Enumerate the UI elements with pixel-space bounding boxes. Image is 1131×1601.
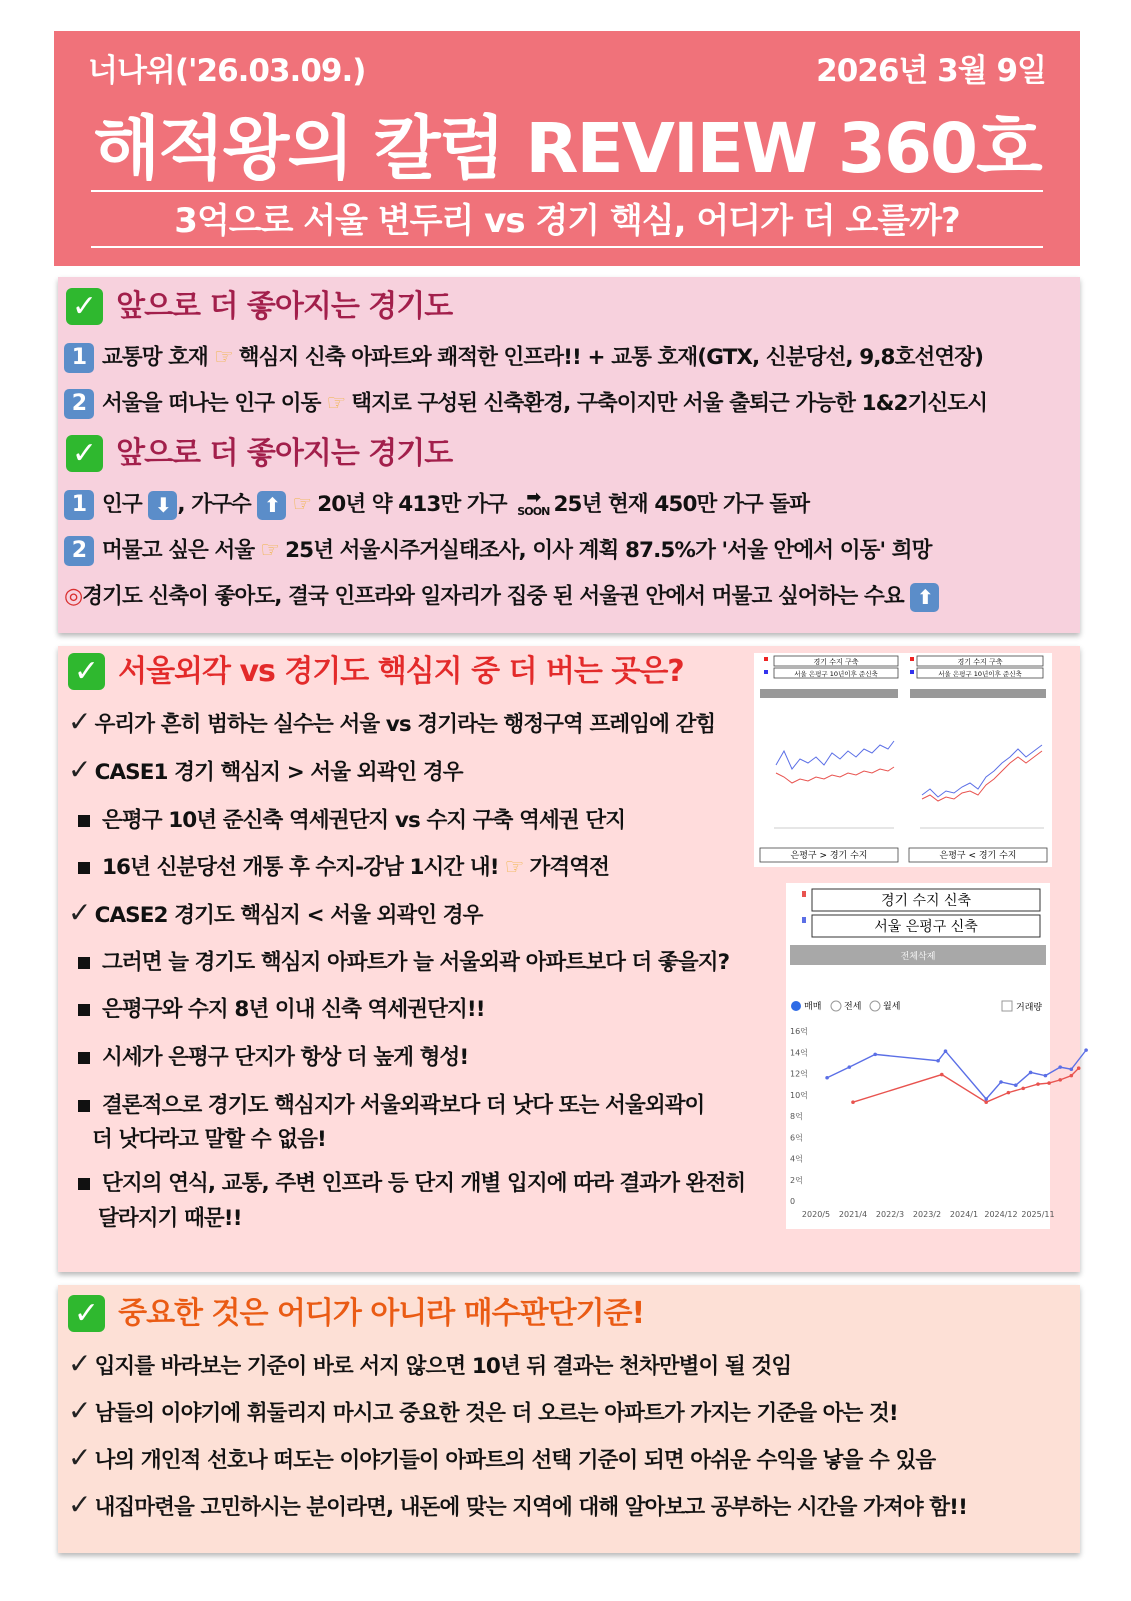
checkmark-icon: ✓ (68, 1347, 91, 1380)
check-icon: ✓ (66, 288, 103, 325)
y-tick-label: 2억 (790, 1175, 803, 1185)
item-text: 16년 신분당선 개통 후 수지-강남 1시간 내! (102, 855, 499, 880)
section2-title: 서울외각 vs 경기도 핵심지 중 더 버는 곳은? (118, 654, 684, 689)
list-item (64, 386, 987, 419)
price-chart-card (786, 883, 1055, 1229)
item-text: 우리가 흔히 범하는 실수는 서울 vs 경기라는 행정구역 프레임에 갇힘 (94, 712, 716, 737)
list-item (64, 340, 983, 373)
data-point (1036, 1082, 1040, 1086)
x-tick-label: 2021/4 (838, 1210, 868, 1219)
square-bullet-icon (78, 1178, 90, 1190)
section-criteria (58, 1285, 1080, 1553)
header-divider-top (91, 190, 1043, 192)
mini-chart-left (756, 655, 900, 865)
data-point (1070, 1067, 1074, 1071)
legend-blue-marker (802, 917, 806, 923)
y-tick-label: 4억 (790, 1154, 803, 1164)
header-banner (54, 31, 1080, 266)
x-tick-label: 2024/1 (949, 1210, 979, 1219)
item-label: 인구 (102, 492, 142, 517)
item-text: 핵심지 신축 아파트와 쾌적한 인프라!! + 교통 호재(GTX, 신분당선, 9,8호선연장) (238, 345, 984, 370)
mini-chart-pair (754, 653, 1052, 867)
data-point (944, 1049, 948, 1053)
y-axis (790, 1026, 808, 1206)
data-point (1070, 1074, 1074, 1078)
list-item (68, 1394, 898, 1427)
item-text: 20년 약 413만 가구 (317, 492, 507, 517)
mini-toolbar (760, 689, 898, 698)
y-tick-label: 14억 (790, 1048, 808, 1058)
legend-label: 서울 은평구 10년이후 준신축 (794, 670, 878, 678)
conclusion-line (64, 579, 939, 612)
item-text: 결론적으로 경기도 핵심지가 서울외곽보다 더 낫다 또는 서울외곽이 (102, 1093, 705, 1118)
data-point (851, 1100, 855, 1104)
legend-blue-dot (910, 670, 914, 674)
item-text: 25년 서울시주거실태조사, 이사 계획 87.5%가 '서울 안에서 이동' 희망 (285, 538, 932, 563)
header-left-text: 너나위('26.03.09.) (88, 53, 366, 89)
pointing-hand-icon: ☞ (213, 345, 233, 370)
checkmark-icon: ✓ (68, 1488, 91, 1521)
x-tick-label: 2020/5 (801, 1210, 831, 1219)
section2-heading (68, 653, 684, 690)
target-icon: ◎ (64, 584, 83, 609)
radio-monthly-label: 월세 (883, 1002, 901, 1012)
item-text: 더 낫다라고 말할 수 없음! (92, 1127, 326, 1152)
item-label: 서울을 떠나는 인구 이동 (102, 391, 321, 416)
legend-blue-label: 서울 은평구 신축 (874, 919, 978, 935)
square-bullet-icon (78, 1100, 90, 1112)
arrow-up-icon: ⬆ (910, 583, 939, 612)
item-text: CASE2 경기도 핵심지 < 서울 외곽인 경우 (94, 903, 483, 928)
clear-all-label: 전체삭제 (900, 952, 936, 962)
mini-chart-right (905, 655, 1049, 865)
radio-jeonse-label: 전세 (844, 1002, 862, 1012)
item-text: 달라지기 때문!! (98, 1206, 242, 1231)
section1b-title: 앞으로 더 좋아지는 경기도 (116, 436, 453, 471)
item-text: 은평구와 수지 8년 이내 신축 역세권단지!! (102, 997, 485, 1022)
check-icon: ✓ (68, 653, 105, 690)
checkmark-icon: ✓ (68, 896, 91, 929)
square-bullet-icon (78, 957, 90, 969)
list-item (78, 1088, 704, 1119)
arrow-up-icon: ⬆ (257, 491, 286, 520)
header-divider-bottom (91, 246, 1043, 248)
radio-sale[interactable] (791, 1001, 801, 1011)
number-one-icon: 1 (64, 490, 94, 520)
data-point (1058, 1078, 1062, 1082)
data-point (1007, 1091, 1011, 1095)
list-item (68, 1347, 791, 1380)
pointing-hand-icon: ☞ (260, 538, 280, 563)
x-axis (802, 1210, 1055, 1219)
item-text: 시세가 은평구 단지가 항상 더 높게 형성! (102, 1045, 469, 1070)
number-two-icon: 2 (64, 389, 94, 419)
item-text: 내집마련을 고민하시는 분이라면, 내돈에 맞는 지역에 대해 알아보고 공부하는 시간을 가져야 함!! (94, 1495, 967, 1520)
x-tick-label: 2024/12 (984, 1210, 1018, 1219)
section1b-heading (66, 435, 452, 472)
data-point (984, 1100, 988, 1104)
square-bullet-icon (78, 1052, 90, 1064)
square-bullet-icon (78, 815, 90, 827)
y-tick-label: 6억 (790, 1133, 803, 1143)
x-tick-label: 2023/2 (912, 1210, 942, 1219)
item-text: 은평구 10년 준신축 역세권단지 vs 수지 구축 역세권 단지 (102, 808, 626, 833)
radio-monthly[interactable] (870, 1001, 880, 1011)
volume-label: 거래량 (1016, 1003, 1043, 1013)
section3-heading (68, 1295, 644, 1332)
data-point (940, 1073, 944, 1077)
data-point (1044, 1074, 1048, 1078)
list-item-continued (98, 1201, 242, 1232)
data-point (848, 1065, 852, 1069)
soon-label: SOON (517, 505, 550, 518)
mini-caption: 은평구 < 경기 수지 (939, 851, 1017, 861)
header-date: 2026년 3월 9일 (816, 53, 1046, 89)
list-item (64, 487, 809, 520)
data-point (1014, 1083, 1018, 1087)
legend-red-dot (764, 657, 768, 661)
legend-label: 경기 수지 구축 (957, 658, 1003, 666)
data-point (1058, 1065, 1062, 1069)
item-text: 단지의 연식, 교통, 주변 인프라 등 단지 개별 입지에 따라 결과가 완전히 (102, 1171, 746, 1196)
legend-label: 서울 은평구 10년이후 준신축 (938, 670, 1022, 678)
legend-label: 경기 수지 구축 (813, 658, 859, 666)
number-two-icon: 2 (64, 536, 94, 566)
section1a-heading (66, 288, 452, 325)
section3-title: 중요한 것은 어디가 아니라 매수판단기준! (118, 1296, 645, 1331)
check-icon: ✓ (66, 435, 103, 472)
y-tick-label: 10억 (790, 1090, 808, 1100)
x-tick-label: 2025/11 (1021, 1210, 1055, 1219)
legend-red-marker (802, 891, 806, 897)
radio-jeonse[interactable] (831, 1001, 841, 1011)
list-item (68, 896, 483, 929)
volume-checkbox[interactable] (1002, 1001, 1012, 1011)
item-label: , 가구수 (177, 492, 251, 517)
checkmark-icon: ✓ (68, 705, 91, 738)
item-text: CASE1 경기 핵심지 > 서울 외곽인 경우 (94, 760, 463, 785)
series-line-blue (827, 1050, 1086, 1099)
checkmark-icon: ✓ (68, 1441, 91, 1474)
radio-sale-label: 매매 (804, 1002, 822, 1012)
item-text: 남들의 이야기에 휘둘리지 마시고 중요한 것은 더 오르는 아파트가 가지는 기준을 아는 것! (94, 1401, 898, 1426)
item-label: 머물고 싶은 서울 (102, 538, 255, 563)
data-point (1084, 1048, 1088, 1052)
pointing-hand-icon: ☞ (292, 492, 312, 517)
list-item (64, 533, 931, 566)
legend-red-dot (910, 657, 914, 661)
y-tick-label: 0 (790, 1197, 796, 1206)
conclusion-text: 경기도 신축이 좋아도, 결국 인프라와 일자리가 집중 된 서울권 안에서 머물고 싶어하는 수요 (82, 584, 904, 609)
data-point (1029, 1071, 1033, 1075)
data-point (936, 1059, 940, 1063)
square-bullet-icon (78, 862, 90, 874)
square-bullet-icon (78, 1004, 90, 1016)
item-text: 그러면 늘 경기도 핵심지 아파트가 늘 서울외곽 아파트보다 더 좋을지? (102, 950, 730, 975)
checkmark-icon: ✓ (68, 753, 91, 786)
data-point (999, 1080, 1003, 1084)
series-layer (825, 1048, 1088, 1104)
section1a-title: 앞으로 더 좋아지는 경기도 (116, 289, 453, 324)
list-item (78, 850, 609, 881)
list-item (68, 1441, 935, 1474)
item-text: 택지로 구성된 신축환경, 구축이지만 서울 출퇴근 가능한 1&2기신도시 (351, 391, 988, 416)
data-point (1021, 1087, 1025, 1091)
page-title: 해적왕의 칼럼 REVIEW 360호 (93, 109, 1041, 189)
list-item (78, 1166, 745, 1197)
data-point (825, 1076, 829, 1080)
arrow-down-icon: ⬇ (148, 491, 177, 520)
item-text: 가격역전 (529, 855, 609, 880)
x-tick-label: 2022/3 (875, 1210, 905, 1219)
section-gyeonggi (58, 277, 1080, 633)
list-item (78, 992, 485, 1023)
soon-arrow-icon: ➡ SOON (517, 487, 550, 518)
checkmark-icon: ✓ (68, 1394, 91, 1427)
legend-blue-dot (764, 670, 768, 674)
data-point (984, 1097, 988, 1101)
mini-charts-svg (754, 653, 1052, 867)
legend-red-label: 경기 수지 신축 (880, 893, 972, 909)
pointing-hand-icon: ☞ (326, 391, 346, 416)
data-point (1047, 1081, 1051, 1085)
list-item (78, 1040, 468, 1071)
mini-caption: 은평구 > 경기 수지 (790, 851, 868, 861)
data-point (873, 1053, 877, 1057)
y-tick-label: 12억 (790, 1069, 808, 1079)
item-text: 입지를 바라보는 기준이 바로 서지 않으면 10년 뒤 결과는 천차만별이 될 것임 (94, 1354, 792, 1379)
item-text: 25년 현재 450만 가구 돌파 (553, 492, 810, 517)
mini-toolbar (910, 689, 1046, 698)
list-item (68, 753, 463, 786)
list-item-continued (92, 1122, 326, 1153)
y-tick-label: 8억 (790, 1112, 803, 1121)
number-one-icon: 1 (64, 343, 94, 373)
list-item (78, 803, 625, 834)
data-point (1077, 1066, 1081, 1070)
y-tick-label: 16억 (790, 1027, 808, 1036)
pointing-hand-icon: ☞ (504, 855, 524, 880)
item-text: 나의 개인적 선호나 떠도는 이야기들이 아파트의 선택 기준이 되면 아쉬운 수익을 낳을 수 있음 (94, 1448, 936, 1473)
list-item (68, 1488, 967, 1521)
check-icon: ✓ (68, 1295, 105, 1332)
page-subtitle: 3억으로 서울 변두리 vs 경기 핵심, 어디가 더 오를까? (174, 201, 960, 241)
list-item (68, 705, 715, 738)
series-line-red (853, 1068, 1079, 1102)
list-item (78, 945, 729, 976)
item-label: 교통망 호재 (102, 345, 208, 370)
price-chart (786, 883, 1055, 1229)
